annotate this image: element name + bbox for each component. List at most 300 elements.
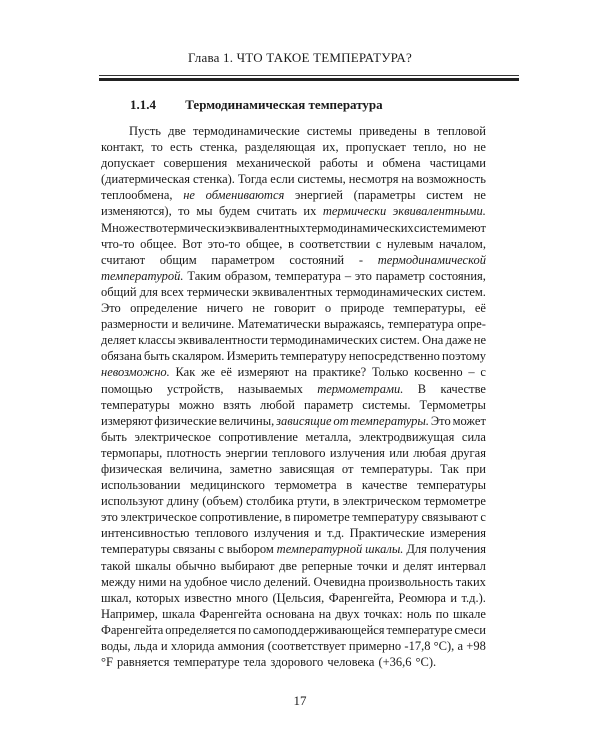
word: делят: [403, 558, 433, 573]
word: с: [480, 510, 486, 525]
word: термодинамических: [335, 284, 444, 299]
word: сопротивление: [218, 429, 298, 444]
word: их,: [322, 140, 339, 155]
word: поэтому: [442, 349, 486, 364]
word: получения: [429, 542, 486, 557]
word: теплового: [272, 445, 326, 460]
word: можно: [178, 397, 215, 412]
word: Измерить: [226, 349, 278, 364]
word: общее,: [245, 236, 283, 251]
word: если: [270, 172, 295, 187]
word: энергии: [225, 445, 268, 460]
text-line: [101, 364, 486, 380]
word: и: [171, 317, 179, 332]
word: термически: [162, 220, 225, 235]
word: в: [424, 124, 430, 138]
word: в: [346, 478, 353, 493]
word: деляет: [101, 333, 136, 348]
word: физические: [154, 413, 217, 428]
word: заметно: [229, 461, 272, 476]
word: электродвижущая: [358, 429, 455, 444]
word: её: [474, 301, 486, 316]
header-rule-thin: [99, 75, 519, 76]
word: шкала: [162, 606, 196, 621]
word: а: [457, 639, 464, 653]
word: соответствии: [299, 236, 371, 251]
word: обязана: [101, 349, 142, 364]
word: качестве: [440, 381, 486, 396]
word: системы,: [297, 172, 346, 187]
word: точки: [357, 558, 388, 573]
text-line: [101, 509, 486, 525]
word: металла,: [305, 429, 352, 444]
italic-word: термически: [322, 204, 387, 219]
word: эквивалентности: [177, 333, 269, 348]
word: столбика: [246, 494, 294, 509]
word: может: [452, 413, 486, 428]
word: удобное: [184, 574, 228, 589]
word: любая: [413, 445, 447, 460]
word: не: [473, 333, 486, 348]
word: нулевым: [386, 236, 434, 251]
word: выражаясь,: [323, 317, 385, 332]
word: при: [466, 461, 486, 476]
text-line: [101, 252, 486, 268]
text-line: [101, 654, 486, 670]
italic-word: невозможно.: [101, 365, 170, 380]
word: равняется: [116, 655, 170, 670]
word: °C),: [433, 639, 455, 653]
word: параметр: [375, 268, 426, 283]
text-line: [101, 622, 486, 638]
word: здорового: [270, 655, 324, 670]
italic-word: эквивалентными.: [392, 204, 486, 219]
word: разделяющая: [244, 140, 316, 155]
word: и: [450, 590, 458, 605]
word: допускает: [101, 156, 155, 171]
word: механической: [236, 156, 311, 171]
word: есть: [169, 140, 193, 155]
word: эквивалентных: [252, 284, 333, 299]
text-line: [101, 348, 486, 364]
word: то: [178, 204, 190, 219]
word: т.д.: [326, 526, 345, 541]
word: по: [435, 606, 449, 621]
word: в: [288, 236, 294, 251]
word: взять: [223, 397, 252, 412]
word: это: [354, 268, 372, 283]
word: термодинамические: [192, 124, 300, 138]
word: параметр: [303, 397, 354, 412]
word: её: [220, 365, 232, 380]
word: на: [169, 574, 182, 589]
word: теплового: [195, 526, 249, 541]
section-heading: [130, 97, 383, 113]
word: ртути,: [297, 494, 330, 509]
word: температуры.: [360, 461, 433, 476]
word: температура: [387, 317, 454, 332]
word: Как: [175, 365, 196, 380]
word: которых: [135, 590, 180, 605]
word: общее.: [140, 236, 177, 251]
word: реперные: [301, 558, 353, 573]
word: человека: [327, 655, 375, 670]
word: температуры: [101, 542, 170, 557]
word: считают: [101, 252, 146, 267]
word: несмотря: [348, 172, 399, 187]
word: совершения: [163, 156, 228, 171]
word: сопротивление,: [199, 510, 283, 525]
word: быть: [101, 429, 127, 444]
section-title: Термодинамическая температура: [185, 97, 383, 112]
word: систем: [414, 220, 451, 235]
word: обычно: [175, 558, 216, 573]
word: измеряют: [101, 413, 153, 428]
word: стенка).: [192, 172, 235, 187]
text-line: [101, 220, 486, 236]
word: ними: [138, 574, 167, 589]
word: определяется: [165, 622, 237, 637]
word: Фаренгейта: [101, 622, 164, 637]
word: длину: [166, 494, 200, 509]
word: таких: [455, 574, 486, 589]
word: интенсивностью: [101, 526, 190, 541]
word: ничего: [206, 301, 244, 316]
word: имеют: [451, 220, 486, 235]
word: изменяются),: [101, 204, 172, 219]
word: температуры: [417, 478, 486, 493]
italic-word: не: [183, 188, 195, 203]
text-line: [101, 477, 486, 493]
word: шкал,: [101, 590, 132, 605]
word: воды,: [101, 639, 131, 653]
word: тела: [243, 655, 267, 670]
word: (соответствует: [267, 639, 346, 653]
word: самоподдерживающейся: [252, 622, 385, 637]
word: будем: [219, 204, 251, 219]
word: с: [218, 542, 224, 557]
word: плотность: [166, 445, 222, 460]
word: частицами: [429, 156, 486, 171]
word: определение: [130, 301, 198, 316]
word: Термометры: [419, 397, 486, 412]
word: +98: [466, 639, 486, 653]
chapter-header: Глава 1. ЧТО ТАКОЕ ТЕМПЕРАТУРА?: [188, 50, 412, 65]
text-line: [101, 558, 486, 574]
italic-word: температуры.: [350, 413, 430, 428]
text-line: [101, 187, 486, 203]
word: общим: [159, 252, 197, 267]
word: энергией: [295, 188, 343, 203]
word: (+36,6: [378, 655, 412, 670]
word: пропускает: [345, 140, 406, 155]
word: температуры,: [393, 301, 466, 316]
word: Тогда: [237, 172, 268, 187]
text-line: [101, 268, 486, 284]
word: термодинамических: [270, 333, 378, 348]
word: всех: [160, 284, 185, 299]
text-line: [101, 590, 486, 606]
word: Практические: [349, 526, 425, 541]
word: делений.: [263, 574, 311, 589]
word: это-то: [207, 236, 241, 251]
word: –: [344, 268, 352, 283]
word: (диатермическая: [101, 172, 190, 187]
text-line: [101, 332, 486, 348]
text-line: [101, 413, 486, 429]
word: что-то: [101, 236, 135, 251]
word: используют: [101, 494, 164, 509]
italic-word: шкалы.: [365, 542, 404, 557]
word: величины,: [218, 413, 275, 428]
word: приведены: [359, 124, 417, 138]
word: электрическом: [342, 494, 421, 509]
word: но: [453, 140, 467, 155]
word: температуры: [101, 397, 170, 412]
text-line: [101, 541, 486, 557]
word: систем.: [446, 284, 486, 299]
word: основана: [265, 606, 315, 621]
text-line: [101, 574, 486, 590]
word: Реомюра: [398, 590, 446, 605]
word: работы: [319, 156, 358, 171]
body-paragraph: [101, 123, 486, 670]
word: (объем): [202, 494, 243, 509]
text-line: [101, 139, 486, 155]
word: опре-: [457, 317, 486, 332]
word: две: [168, 124, 186, 138]
word: связывают: [421, 510, 478, 525]
word: ноль: [406, 606, 432, 621]
word: сила: [461, 429, 486, 444]
word: термопары,: [101, 445, 163, 460]
word: говорит: [273, 301, 316, 316]
word: термодинамических: [306, 220, 414, 235]
word: хлорида: [170, 639, 215, 653]
word: параметром: [211, 252, 275, 267]
word: системы: [306, 124, 352, 138]
word: от: [341, 461, 354, 476]
word: интервал: [437, 558, 486, 573]
word: термически: [186, 284, 250, 299]
italic-word: зависящие: [276, 413, 332, 428]
word: мы: [196, 204, 213, 219]
word: °C).: [415, 655, 437, 670]
word: контакт,: [101, 140, 145, 155]
word: Это: [430, 413, 451, 428]
text-line: [101, 300, 486, 316]
text-line: [101, 171, 486, 187]
text-line: [101, 525, 486, 541]
word: Вот: [182, 236, 203, 251]
word: не: [252, 301, 265, 316]
word: на: [401, 172, 414, 187]
italic-word: термометрами.: [317, 381, 404, 396]
word: -17,8: [404, 639, 431, 653]
word: их: [303, 204, 317, 219]
word: аммония: [217, 639, 265, 653]
word: для: [139, 284, 158, 299]
text-line: [101, 381, 486, 397]
text-line: [101, 236, 486, 252]
text-line: [101, 203, 486, 219]
text-line: [101, 316, 486, 332]
text-line: [101, 445, 486, 461]
text-line: [101, 155, 486, 171]
word: косвенно: [414, 365, 463, 380]
word: температуру: [352, 510, 419, 525]
text-line: [101, 123, 486, 139]
text-line: [101, 461, 486, 477]
word: Очевидна: [313, 574, 366, 589]
italic-word: температурной: [276, 542, 363, 557]
word: две: [279, 558, 297, 573]
text-line: [101, 493, 486, 509]
word: величине.: [181, 317, 235, 332]
word: образом,: [224, 268, 272, 283]
text-line: [101, 606, 486, 622]
word: обмена: [382, 156, 421, 171]
word: теплообмена,: [101, 188, 173, 203]
word: Фаренгейта: [199, 606, 262, 621]
word: смеси: [454, 622, 486, 637]
word: эквивалентных: [225, 220, 306, 235]
word: -: [358, 252, 363, 267]
word: тепловой: [437, 124, 486, 138]
word: примерно: [348, 639, 402, 653]
text-line: [101, 429, 486, 445]
word: медицинского: [190, 478, 265, 493]
word: двух: [335, 606, 360, 621]
text-line: [101, 397, 486, 413]
page-number: 17: [293, 693, 307, 708]
word: то: [151, 140, 163, 155]
word: же: [201, 365, 216, 380]
word: связаны: [172, 542, 216, 557]
text-line: [101, 638, 486, 654]
word: измеряют: [237, 365, 290, 380]
word: практике?: [312, 365, 367, 380]
word: шкалы: [135, 558, 172, 573]
word: Математически: [237, 317, 321, 332]
word: системы.: [362, 397, 411, 412]
word: льда: [133, 639, 158, 653]
word: скаляром.: [172, 349, 225, 364]
word: помощью: [101, 381, 153, 396]
word: –: [468, 365, 475, 380]
word: Множество: [101, 220, 163, 235]
word: пирометре: [293, 510, 350, 525]
word: на: [318, 606, 331, 621]
word: считать: [256, 204, 297, 219]
word: термометра: [274, 478, 337, 493]
word: любой: [260, 397, 295, 412]
word: такой: [101, 558, 131, 573]
word: произвольность: [368, 574, 453, 589]
italic-word: от: [333, 413, 349, 428]
word: и: [314, 526, 322, 541]
word: использовании: [101, 478, 181, 493]
text-line: [101, 284, 486, 300]
word: систем: [426, 188, 463, 203]
word: или: [389, 445, 409, 460]
word: Для: [406, 542, 427, 557]
word: величина,: [169, 461, 223, 476]
word: электрическое: [120, 510, 197, 525]
word: качестве: [361, 478, 408, 493]
word: в: [284, 510, 291, 525]
word: известно: [184, 590, 232, 605]
italic-word: термодинамической: [377, 252, 486, 267]
word: физическая: [101, 461, 163, 476]
word: с: [375, 236, 382, 251]
word: выбирают: [220, 558, 275, 573]
word: состояния,: [428, 268, 486, 283]
word: природе: [340, 301, 385, 316]
word: с: [480, 365, 486, 380]
word: в: [333, 494, 340, 509]
word: температуру: [280, 349, 347, 364]
word: устройств,: [166, 381, 224, 396]
word: (Цельсия,: [272, 590, 325, 605]
section-number: 1.1.4: [130, 97, 156, 112]
word: и: [392, 558, 399, 573]
word: даже: [445, 333, 472, 348]
word: термометре: [424, 494, 486, 509]
word: тепло,: [413, 140, 447, 155]
word: точках:: [363, 606, 403, 621]
word: излучения: [254, 526, 310, 541]
word: электрическое: [134, 429, 211, 444]
word: число: [230, 574, 262, 589]
word: т.д.).: [461, 590, 486, 605]
word: и: [160, 639, 168, 653]
word: классы: [138, 333, 176, 348]
word: (параметры: [353, 188, 416, 203]
word: и: [366, 156, 374, 171]
word: Это: [101, 301, 121, 316]
word: температуре: [173, 655, 240, 670]
word: другая: [450, 445, 486, 460]
word: это: [101, 510, 118, 525]
word: °F: [101, 655, 113, 670]
word: называемых: [237, 381, 303, 396]
word: Пусть: [129, 124, 161, 138]
word: возможность: [416, 172, 486, 187]
word: много: [236, 590, 269, 605]
word: систем.: [380, 333, 420, 348]
header-rule-thick: [99, 78, 519, 81]
word: зависящая: [279, 461, 335, 476]
word: между: [101, 574, 136, 589]
word: размерности: [101, 317, 169, 332]
word: Так: [440, 461, 459, 476]
word: по: [238, 622, 252, 637]
word: В: [417, 381, 427, 396]
word: шкале: [453, 606, 486, 621]
word: началом,: [438, 236, 486, 251]
word: температуре: [386, 622, 453, 637]
word: не: [473, 140, 486, 155]
word: Только: [371, 365, 409, 380]
word: о: [324, 301, 332, 316]
word: не: [473, 188, 486, 203]
word: быть: [143, 349, 170, 364]
word: на: [294, 365, 308, 380]
word: общий: [101, 284, 137, 299]
italic-word: температурой.: [101, 268, 184, 283]
word: Например,: [101, 606, 158, 621]
